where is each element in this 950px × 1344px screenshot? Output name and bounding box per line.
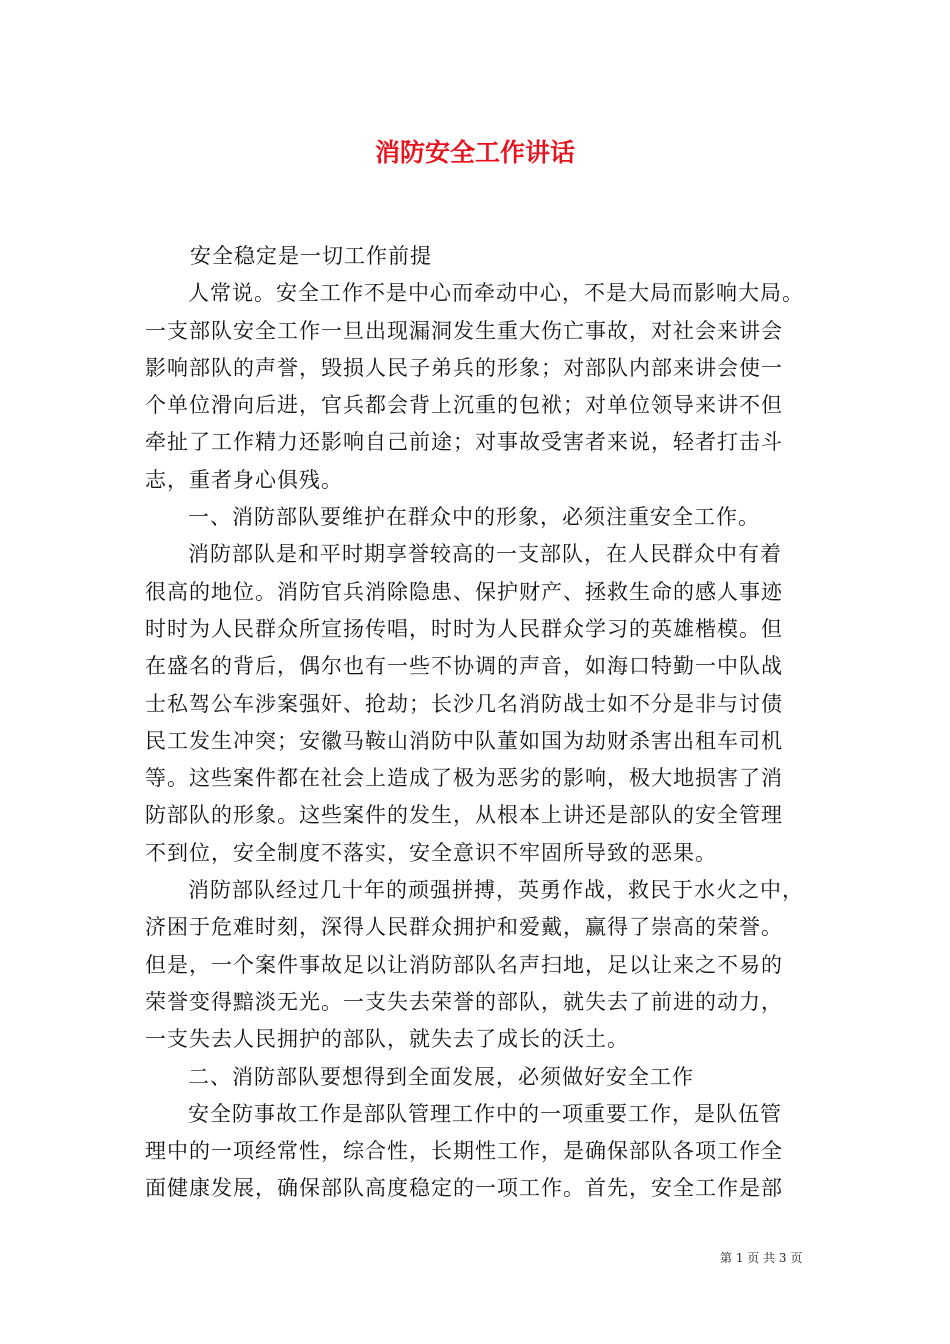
text-line: 个单位滑向后进，官兵都会背上沉重的包袱；对单位领导来讲不但: [145, 393, 783, 418]
text-line: 等。这些案件都在社会上造成了极为恶劣的影响，极大地损害了消: [145, 766, 783, 791]
text-line: 士私驾公车涉案强奸、抢劫；长沙几名消防战士如不分是非与讨债: [145, 691, 783, 716]
document-title: 消防安全工作讲话: [374, 138, 575, 167]
text-line: 理中的一项经常性，综合性，长期性工作，是确保部队各项工作全: [145, 1139, 783, 1164]
document-body: [145, 238, 825, 1208]
text-line: 消防部队经过几十年的顽强拼搏，英勇作战，救民于水火之中，: [188, 878, 804, 903]
section-heading-2: [145, 1059, 825, 1096]
text-line: 一支失去人民拥护的部队，就失去了成长的沃土。: [145, 1027, 629, 1052]
page-number: 第 1 页 共 3 页: [720, 1251, 803, 1265]
text-line: 但是，一个案件事故足以让消防部队名声扫地，足以让来之不易的: [145, 952, 783, 977]
text-line: 人常说。安全工作不是中心而牵动中心，不是大局而影响大局。: [188, 281, 804, 306]
text-line: 荣誉变得黯淡无光。一支失去荣誉的部队，就失去了前进的动力，: [145, 989, 783, 1014]
text-line: 影响部队的声誉，毁损人民子弟兵的形象；对部队内部来讲会使一: [145, 355, 783, 380]
text-line: 安全防事故工作是部队管理工作中的一项重要工作，是队伍管: [188, 1101, 782, 1126]
text-line: 安全稳定是一切工作前提: [190, 244, 432, 268]
paragraph: [145, 1096, 825, 1208]
text-line: 牵扯了工作精力还影响自己前途；对事故受害者来说，轻者打击斗: [145, 430, 783, 455]
text-line: 防部队的形象。这些案件的发生，从根本上讲还是部队的安全管理: [145, 803, 783, 828]
paragraph-intro-heading: [145, 238, 825, 275]
text-line: 一、消防部队要维护在群众中的形象，必须注重安全工作。: [188, 505, 760, 530]
text-line: 面健康发展，确保部队高度稳定的一项工作。首先，安全工作是部: [145, 1176, 783, 1201]
text-line: 民工发生冲突；安徽马鞍山消防中队董如国为劫财杀害出租车司机: [145, 728, 783, 753]
paragraph: [145, 275, 825, 499]
text-line: 志，重者身心俱残。: [145, 467, 343, 492]
text-line: 济困于危难时刻，深得人民群众拥护和爱戴，赢得了崇高的荣誉。: [145, 915, 783, 940]
text-line: 消防部队是和平时期享誉较高的一支部队，在人民群众中有着: [188, 542, 782, 567]
text-line: 不到位，安全制度不落实，安全意识不牢固所导致的恶果。: [145, 840, 717, 865]
paragraph: [145, 536, 825, 872]
text-line: 时时为人民群众所宣扬传唱，时时为人民群众学习的英雄楷模。但: [145, 616, 783, 641]
text-line: 二、消防部队要想得到全面发展，必须做好安全工作: [188, 1064, 694, 1089]
paragraph: [145, 872, 825, 1058]
section-heading-1: [145, 499, 825, 536]
text-line: 在盛名的背后，偶尔也有一些不协调的声音，如海口特勤一中队战: [145, 654, 783, 679]
text-line: 一支部队安全工作一旦出现漏洞发生重大伤亡事故，对社会来讲会: [145, 318, 783, 343]
text-line: 很高的地位。消防官兵消除隐患、保护财产、拯救生命的感人事迹: [145, 579, 783, 604]
